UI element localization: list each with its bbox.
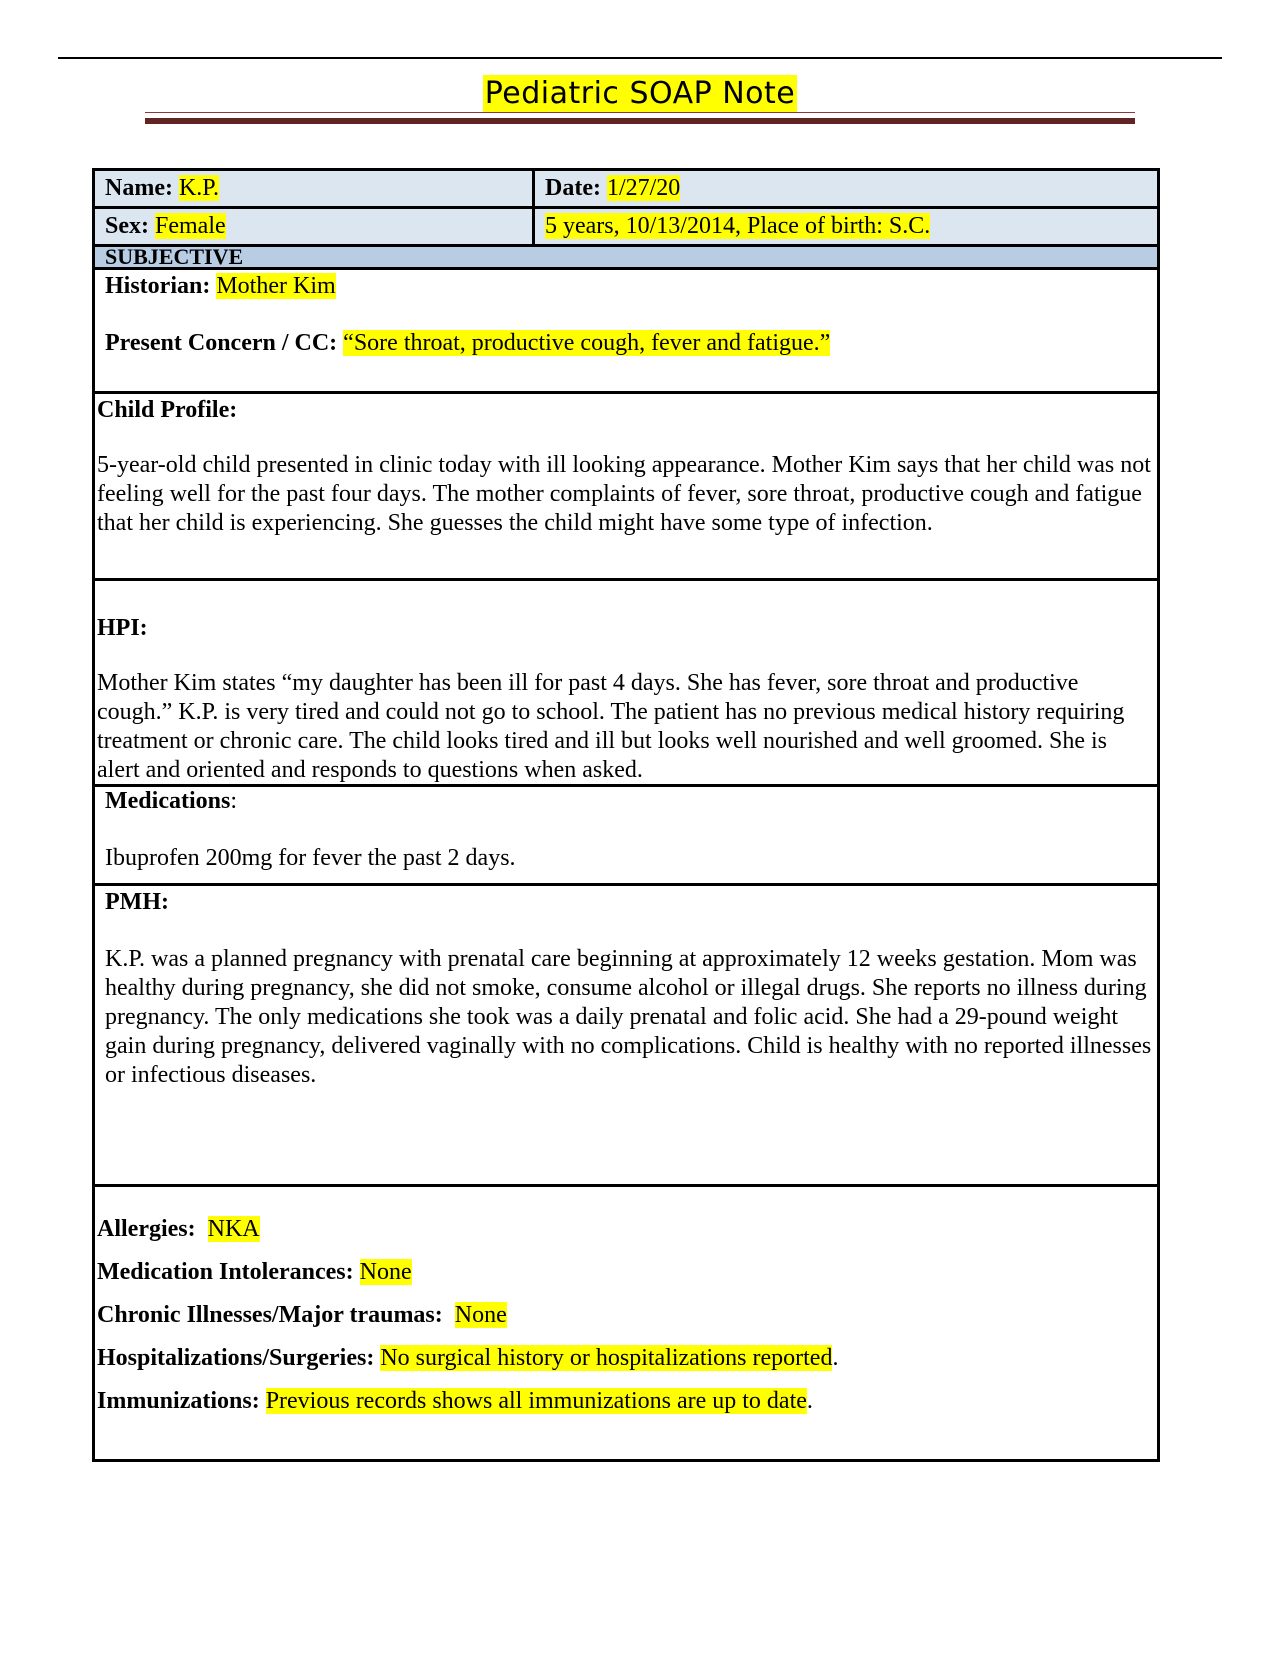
child-profile-text: 5-year-old child presented in clinic today with ill looking appearance. Mother Kim says that her child was not feeling well for the past four days. The mother complaints of fever, sore throat, productive cough and fatigue that her child is experiencing. She guesses the child might have some type of infection.: [97, 452, 1151, 536]
chief-complaint-label: Present Concern / CC:: [105, 330, 338, 356]
title-underline-thin: [145, 112, 1135, 113]
hospitalizations-value: No surgical history or hospitalizations reported: [380, 1345, 833, 1371]
chief-complaint-line: [105, 329, 1153, 358]
chronic-label: Chronic Illnesses/Major traumas:: [97, 1302, 443, 1328]
chronic-value: None: [454, 1302, 507, 1328]
chief-complaint-value: “Sore throat, productive cough, fever and fatigue.”: [343, 330, 831, 356]
name-cell: [95, 171, 535, 206]
historian-line: [105, 272, 1153, 301]
pmh-section: [95, 886, 1157, 1187]
allergies-label: Allergies:: [97, 1216, 196, 1242]
name-value: K.P.: [178, 175, 219, 201]
child-profile-label: Child Profile:: [97, 397, 238, 423]
date-cell: [535, 171, 1157, 206]
date-label: Date:: [545, 175, 601, 201]
name-label: Name:: [105, 175, 173, 201]
medications-label: Medications: [105, 788, 231, 814]
chronic-line: [97, 1301, 1151, 1330]
sex-age-row: [95, 209, 1157, 247]
sex-label: Sex:: [105, 213, 149, 239]
date-value: 1/27/20: [606, 175, 681, 201]
name-date-row: [95, 171, 1157, 209]
medications-section: [95, 787, 1157, 886]
intolerances-value: None: [359, 1259, 412, 1285]
historian-label: Historian:: [105, 273, 211, 299]
pmh-label: PMH:: [105, 889, 169, 915]
medications-heading: [105, 787, 1153, 816]
pmh-text: K.P. was a planned pregnancy with prenatal care beginning at approximately 12 weeks gestation. Mom was healthy during pregnancy, she did not smoke, consume alcohol or illegal drugs. She reports no illness during pregnancy. The only medications she took was a daily prenatal and folic acid. She had a 29-pound weight gain during pregnancy, delivered vaginally with no complications. Child is healthy with no reported illnesses or infectious diseases.: [105, 946, 1152, 1088]
age-dob-cell: [535, 209, 1157, 244]
hpi-text: Mother Kim states “my daughter has been ill for past 4 days. She has fever, sore throat and productive cough.” K.P. is very tired and could not go to school. The patient has no previous medical history requiring treatment or chronic care. The child looks tired and ill but looks well nourished and well groomed. She is alert and oriented and responds to questions when asked.: [97, 670, 1125, 783]
allergies-value: NKA: [207, 1216, 260, 1242]
historian-value: Mother Kim: [216, 273, 336, 299]
immunizations-value: Previous records shows all immunizations are up to date: [265, 1388, 807, 1414]
soap-form: [92, 168, 1160, 1462]
page-title: Pediatric SOAP Note: [484, 76, 796, 111]
hpi-label: HPI:: [97, 615, 148, 641]
history-section: [95, 1187, 1157, 1459]
allergies-line: [97, 1215, 1151, 1244]
immunizations-line: [97, 1387, 1151, 1416]
sex-cell: [95, 209, 535, 244]
title-underline-thick: [145, 118, 1135, 124]
immunizations-label: Immunizations:: [97, 1388, 260, 1414]
subjective-header-text: SUBJECTIVE: [105, 247, 244, 269]
hospitalizations-line: [97, 1344, 1151, 1373]
child-profile-section: [95, 394, 1157, 581]
medications-text: Ibuprofen 200mg for fever the past 2 days.: [105, 845, 516, 871]
hospitalizations-label: Hospitalizations/Surgeries:: [97, 1345, 375, 1371]
intolerances-label: Medication Intolerances:: [97, 1259, 354, 1285]
sex-value: Female: [155, 213, 226, 239]
age-dob-value: 5 years, 10/13/2014, Place of birth: S.C.: [545, 213, 931, 239]
subjective-header: [95, 247, 1157, 270]
title-block: [0, 75, 1280, 113]
immunizations-period: .: [806, 1388, 813, 1414]
hpi-section: [95, 581, 1157, 787]
historian-section: [95, 270, 1157, 394]
intolerances-line: [97, 1258, 1151, 1287]
medications-colon: :: [230, 788, 237, 814]
top-rule: [58, 57, 1222, 59]
hospitalizations-period: .: [832, 1345, 839, 1371]
